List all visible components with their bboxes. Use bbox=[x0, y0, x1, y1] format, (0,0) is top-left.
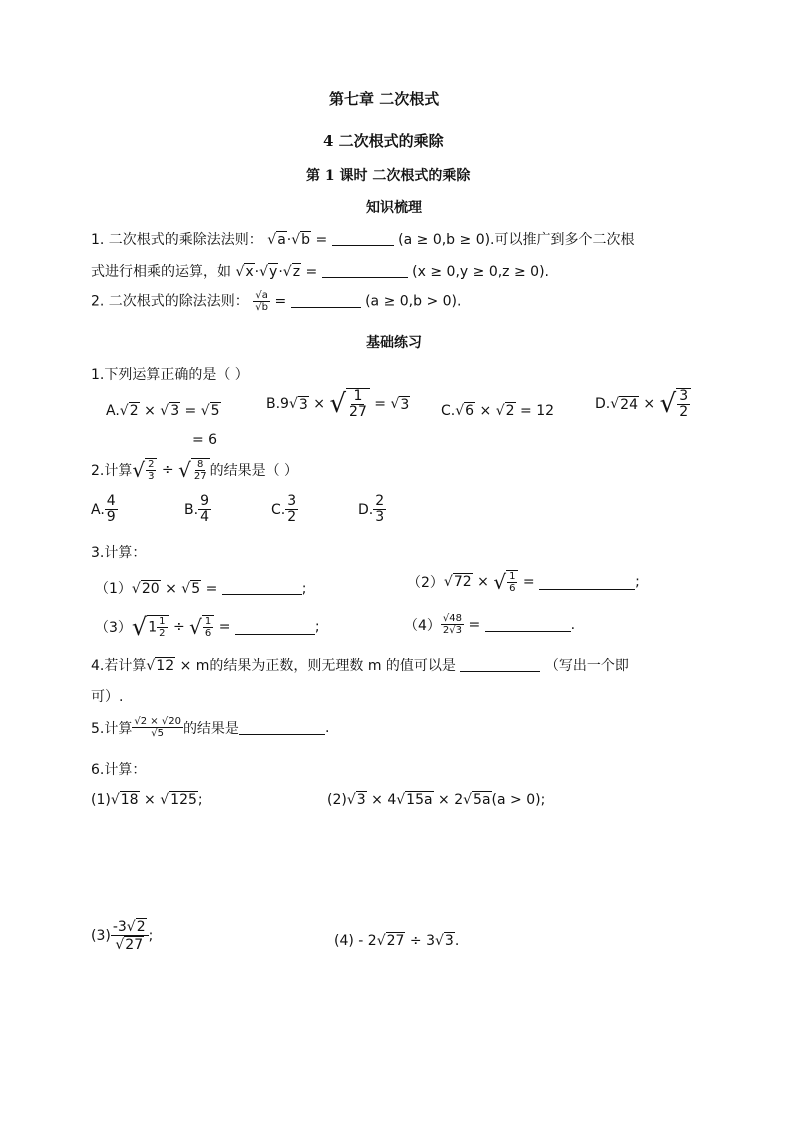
q3-part-3: （3） √ 1 $\frac{1}{2}$ ÷ √ $\frac{1}{6}$ = ; bbox=[95, 613, 320, 641]
part-label: （2） bbox=[407, 575, 444, 591]
item1-example-condition: (x ≥ 0,y ≥ 0,z ≥ 0). bbox=[412, 264, 549, 280]
practice-heading: 基础练习 bbox=[366, 335, 422, 351]
option-label: A. bbox=[106, 403, 120, 419]
q5-lead: 5.计算 bbox=[91, 720, 133, 737]
denominator: 9 bbox=[106, 509, 116, 526]
fraction bbox=[198, 494, 211, 526]
option-label: D. bbox=[595, 396, 611, 413]
option-label: B. bbox=[184, 501, 199, 518]
q2-option-d[interactable] bbox=[358, 494, 386, 526]
q1-option-d-result: = 6 bbox=[192, 432, 218, 448]
part-label: (2) bbox=[327, 792, 347, 808]
sqrt-sign: √ bbox=[493, 570, 507, 594]
q6-part-4: (4) - 2√27 ÷ 3√3. bbox=[334, 933, 460, 949]
item2-condition: (a ≥ 0,b > 0). bbox=[365, 293, 462, 310]
answer-blank[interactable] bbox=[460, 657, 540, 672]
q2-option-a[interactable] bbox=[91, 494, 118, 526]
item1-condition: (a ≥ 0,b ≥ 0).可以推广到多个二次根 bbox=[398, 232, 635, 248]
fraction-1-6: $\frac{1}{6}$ bbox=[202, 615, 214, 639]
fraction-1-6: $\frac{1}{6}$ bbox=[506, 570, 518, 594]
item1-lead: 1. 二次根式的乘除法法则： bbox=[91, 232, 263, 248]
answer-blank[interactable] bbox=[332, 231, 394, 246]
answer-blank[interactable] bbox=[322, 263, 408, 278]
option-label: C. bbox=[271, 501, 286, 518]
fraction bbox=[373, 494, 386, 526]
item2-lead: 2. 二次根式的除法法则： bbox=[91, 293, 249, 310]
answer-blank[interactable] bbox=[291, 293, 361, 308]
q1-option-c[interactable]: C.√6 × √2 = 12 bbox=[441, 403, 555, 419]
q6-part-1: (1)√18 × √125; bbox=[91, 792, 203, 808]
q2-option-b[interactable] bbox=[184, 494, 211, 526]
numerator: 9 bbox=[200, 493, 209, 509]
sqrt-sign: √ bbox=[189, 615, 202, 639]
formula-sqrt-a-over-sqrt-b: $\frac{√a}{√b}$ bbox=[255, 290, 268, 313]
denominator: 4 bbox=[200, 509, 209, 526]
q4-lead: 4.若计算 bbox=[91, 658, 147, 674]
q3-part-4: （4） $\frac{√48}{2√3}$ = . bbox=[404, 613, 576, 636]
part-label: (3) bbox=[91, 927, 111, 944]
question-1: 1.下列运算正确的是（ ） bbox=[91, 367, 249, 383]
q2-lead: 2.计算 bbox=[91, 463, 133, 479]
denominator: 2 bbox=[287, 509, 297, 526]
q1-option-a[interactable]: A.√2 × √3 = √5 bbox=[106, 403, 220, 419]
part-label: (1) bbox=[91, 792, 111, 808]
section-title: 4 二次根式的乘除 bbox=[323, 132, 444, 150]
question-2: 2.计算 √ $\frac{2}{3}$ ÷ √ $\frac{8}{27}$ 的结果是（ ） bbox=[91, 458, 299, 482]
question-5: 5.计算 $\frac{√2 \times √20}{√5}$ 的结果是 . bbox=[91, 716, 330, 739]
q1-option-b[interactable]: B.9 √ 3 × √ $\frac{1}{27}$ = √ 3 bbox=[266, 388, 410, 421]
mixed-number: 1 $\frac{1}{2}$ bbox=[147, 615, 168, 639]
q4-body: × m的结果为正数，则无理数 m 的值可以是 bbox=[179, 658, 456, 674]
formula-sqrt-xyz: √x·√y·√z = bbox=[235, 264, 322, 280]
knowledge-heading: 知识梳理 bbox=[366, 200, 422, 216]
answer-blank[interactable] bbox=[485, 617, 571, 632]
fraction-1-27: $\frac{1}{27}$ bbox=[346, 388, 370, 421]
chapter-title: 第七章 二次根式 bbox=[329, 90, 440, 108]
numerator: 2 bbox=[375, 493, 385, 509]
fraction bbox=[285, 494, 298, 526]
sqrt-sign: √ bbox=[659, 389, 677, 420]
item1-example-lead: 式进行相乘的运算，如 bbox=[91, 264, 231, 280]
numerator: 4 bbox=[106, 493, 116, 509]
question-4-line-2: 可）. bbox=[91, 689, 124, 705]
fraction-3-2: $\frac{3}{2}$ bbox=[676, 388, 691, 421]
q6-part-2: (2)√3 × 4√15a × 2√5a(a > 0); bbox=[327, 792, 546, 808]
fraction-sqrt2-times-sqrt20-over-sqrt5: $\frac{√2 \times √20}{√5}$ bbox=[134, 716, 181, 739]
q5-tail: 的结果是 bbox=[182, 720, 239, 737]
question-4-line-1: 4.若计算√12 × m的结果为正数，则无理数 m 的值可以是 （写出一个即 bbox=[91, 658, 629, 674]
q3-part-2: （2） √ 72 × √ $\frac{1}{6}$ = ; bbox=[407, 570, 640, 594]
sqrt-sign: √ bbox=[329, 389, 347, 420]
part-label: （4） bbox=[404, 617, 441, 634]
denominator: 3 bbox=[375, 509, 385, 526]
q3-part-1: （1）√20 × √5 = ; bbox=[95, 581, 307, 597]
knowledge-item-1-line-1 bbox=[91, 229, 635, 249]
answer-blank[interactable] bbox=[222, 580, 302, 595]
numerator: 3 bbox=[287, 493, 297, 509]
knowledge-item-1-line-2 bbox=[91, 261, 549, 281]
q6-2-condition: (a > 0); bbox=[491, 792, 546, 808]
q1-option-d[interactable]: D. √ 24 × √ $\frac{3}{2}$ bbox=[595, 388, 691, 421]
question-6: 6.计算： bbox=[91, 762, 147, 778]
fraction-8-27: $\frac{8}{27}$ bbox=[191, 458, 210, 482]
question-3: 3.计算： bbox=[91, 545, 147, 561]
fraction bbox=[105, 494, 118, 526]
part-label: （3） bbox=[95, 620, 132, 636]
option-label: A. bbox=[91, 501, 105, 518]
q6-part-3: (3) $\frac{-3√2}{√27}$ ; bbox=[91, 919, 154, 954]
formula-sqrt-a-times-sqrt-b: √a·√b = bbox=[267, 232, 332, 248]
sqrt-sign: √ bbox=[132, 458, 146, 482]
part-label: (4) - 2 bbox=[334, 933, 377, 949]
answer-blank[interactable] bbox=[239, 720, 325, 735]
option-label: B.9 bbox=[266, 396, 289, 413]
fraction-neg3sqrt2-over-sqrt27: $\frac{-3√2}{√27}$ bbox=[111, 918, 149, 954]
q2-option-c[interactable] bbox=[271, 494, 298, 526]
sqrt-sign: √ bbox=[131, 613, 148, 641]
option-label: C. bbox=[441, 403, 456, 419]
lesson-title: 第 1 课时 二次根式的乘除 bbox=[306, 168, 471, 184]
q4-tail: （写出一个即 bbox=[544, 658, 629, 674]
fraction-2-3: $\frac{2}{3}$ bbox=[145, 458, 157, 482]
option-label: D. bbox=[358, 501, 374, 518]
fraction-sqrt48-over-2sqrt3: $\frac{√48}{2√3}$ bbox=[442, 613, 463, 636]
part-label: （1） bbox=[95, 581, 132, 597]
sqrt-sign: √ bbox=[178, 458, 191, 482]
knowledge-item-2: 2. 二次根式的除法法则： $\frac{√a}{√b}$ = (a ≥ 0,b > 0). bbox=[91, 290, 462, 313]
answer-blank[interactable] bbox=[539, 575, 635, 590]
q2-tail: 的结果是（ ） bbox=[209, 463, 299, 479]
answer-blank[interactable] bbox=[235, 620, 315, 635]
